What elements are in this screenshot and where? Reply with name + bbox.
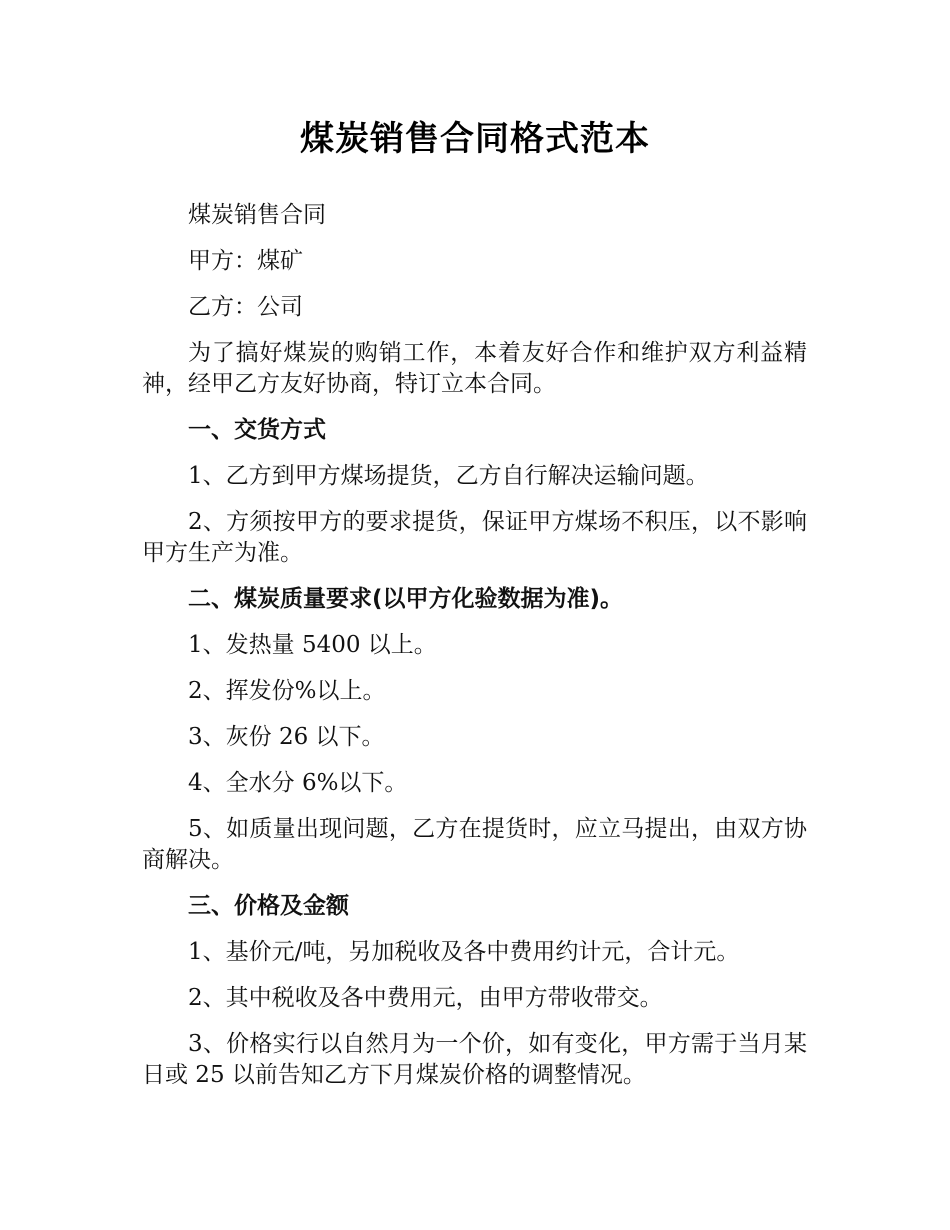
paragraph-quality-4: 4、全水分 6%以下。 <box>188 770 408 796</box>
paragraph-delivery-2: 2、方须按甲方的要求提货，保证甲方煤场不积压，以不影响甲方生产为准。 <box>142 509 807 566</box>
paragraph-quality-1: 1、发热量 5400 以上。 <box>188 632 437 658</box>
paragraph-party-a: 甲方：煤矿 <box>188 248 303 274</box>
paragraph-price-2: 2、其中税收及各中费用元，由甲方带收带交。 <box>188 985 663 1011</box>
paragraph-contract-name: 煤炭销售合同 <box>188 202 326 228</box>
section-heading-quality: 二、煤炭质量要求(以甲方化验数据为准)。 <box>188 586 624 612</box>
section-heading-delivery: 一、交货方式 <box>188 417 326 443</box>
paragraph-preamble: 为了搞好煤炭的购销工作，本着友好合作和维护双方利益精神，经甲乙方友好协商，特订立本合同。 <box>142 340 807 397</box>
section-heading-price: 三、价格及金额 <box>188 893 349 919</box>
document-body <box>142 200 807 1106</box>
document-title: 煤炭销售合同格式范本 <box>300 119 650 159</box>
paragraph-price-1: 1、基价元/吨，另加税收及各中费用约计元，合计元。 <box>188 939 740 965</box>
paragraph-delivery-1: 1、乙方到甲方煤场提货，乙方自行解决运输问题。 <box>188 463 709 489</box>
paragraph-price-3: 3、价格实行以自然月为一个价，如有变化，甲方需于当月某日或 25 以前告知乙方下月煤炭价格的调整情况。 <box>142 1031 807 1088</box>
paragraph-party-b: 乙方：公司 <box>188 294 303 320</box>
paragraph-quality-5: 5、如质量出现问题，乙方在提货时，应立马提出，由双方协商解决。 <box>142 816 807 873</box>
paragraph-quality-3: 3、灰份 26 以下。 <box>188 724 385 750</box>
paragraph-quality-2: 2、挥发份%以上。 <box>188 678 386 704</box>
